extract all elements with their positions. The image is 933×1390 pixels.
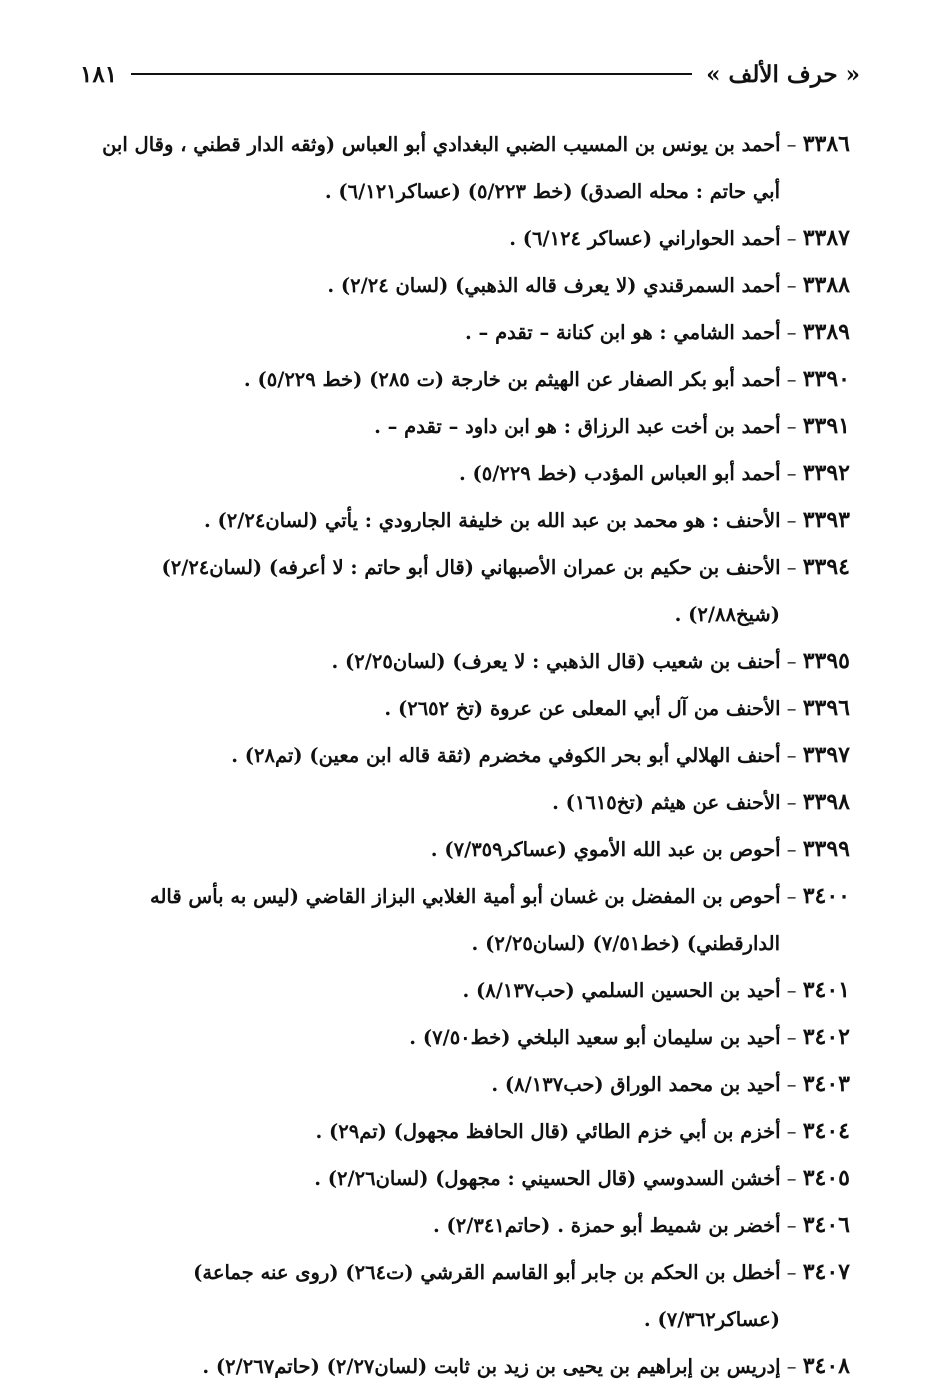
entry-dash: –: [780, 227, 803, 250]
entry-dash: –: [780, 650, 803, 673]
entry: [82, 215, 850, 262]
entry-dash: –: [780, 509, 803, 532]
entry: [82, 544, 850, 638]
entry-number: ٣٣٨٦: [802, 131, 850, 157]
entry-text: أحمد السمرقندي (لا يعرف قاله الذهبي) (لسان ٢/٢٤) .: [327, 274, 781, 297]
entry-text: أحنف بن شعيب (قال الذهبي : لا يعرف) (لسان٢/٢٥) .: [331, 650, 781, 673]
entry: [82, 497, 850, 544]
entry-dash: –: [780, 556, 803, 579]
entry: [82, 1155, 850, 1202]
entry-number: ٣٣٩٣: [802, 507, 850, 533]
entry: [82, 403, 850, 450]
entry: [82, 732, 850, 779]
chapter-title: « حرف الألف »: [706, 60, 860, 88]
entry-dash: –: [780, 697, 803, 720]
entry: [82, 121, 850, 215]
entry: [82, 1014, 850, 1061]
entry-number: ٣٣٩١: [802, 413, 850, 439]
page-number: ١٨١: [80, 60, 118, 88]
entry-text: أخطل بن الحكم بن جابر أبو القاسم القرشي (ت٢٦٤) (روى عنه جماعة) (عساكر٧/٣٦٢) .: [193, 1261, 781, 1331]
entry-text: أخضر بن شميط أبو حمزة . (حاتم٢/٣٤١) .: [432, 1214, 781, 1237]
entry-dash: –: [780, 838, 803, 861]
entry-number: ٣٣٩٥: [802, 648, 850, 674]
entry-number: ٣٣٩٢: [802, 460, 850, 486]
entry-number: ٣٣٩٨: [802, 789, 850, 815]
entry-text: أحوص بن المفضل بن غسان أبو أمية الغلابي البزاز القاضي (ليس به بأس قاله الدارقطني) (خط٧/٥١) (لسان٢/٢٥) .: [149, 885, 781, 955]
entry-number: ٣٤٠٣: [802, 1071, 850, 1097]
entry: [82, 779, 850, 826]
entry-dash: –: [780, 133, 803, 156]
entry: [82, 356, 850, 403]
entry: [82, 450, 850, 497]
entry-dash: –: [780, 1261, 803, 1284]
entry-number: ٣٣٨٧: [802, 225, 850, 251]
entry-dash: –: [780, 274, 803, 297]
entry-text: إدريس بن إبراهيم بن يحيى بن زيد بن ثابت (لسان٢/٢٧) (حاتم٢/٢٦٧) .: [202, 1355, 781, 1378]
page-header: [80, 54, 860, 94]
entry-text: أحمد بن يونس بن المسيب الضبي البغدادي أبو العباس (وثقه الدار قطني ، وقال ابن أبي حاتم : محله الصدق) (خط ٥/٢٢٣) (عساكر٦/١٢١) .: [102, 133, 781, 203]
entry-dash: –: [780, 791, 803, 814]
entry-dash: –: [780, 415, 803, 438]
entry-number: ٣٣٨٨: [802, 272, 850, 298]
entry: [82, 967, 850, 1014]
entry-number: ٣٤٠٧: [802, 1259, 850, 1285]
entry-dash: –: [780, 1355, 803, 1378]
entry: [82, 685, 850, 732]
entry-dash: –: [780, 744, 803, 767]
entry-number: ٣٤٠٦: [802, 1212, 850, 1238]
entry: [82, 1343, 850, 1390]
entry-dash: –: [780, 1120, 803, 1143]
entry-number: ٣٤٠٤: [802, 1118, 850, 1144]
entry-text: أحمد أبو العباس المؤدب (خط ٥/٢٢٩) .: [458, 462, 781, 485]
entry-dash: –: [780, 1026, 803, 1049]
entry-text: أحيد بن سليمان أبو سعيد البلخي (خط٧/٥٠) .: [409, 1026, 781, 1049]
entry: [82, 309, 850, 356]
entry-dash: –: [780, 462, 803, 485]
entry-text: أحمد الحواراني (عساكر ٦/١٢٤) .: [509, 227, 781, 250]
entry-number: ٣٤٠٨: [802, 1353, 850, 1379]
entry-text: الأحنف بن حكيم بن عمران الأصبهاني (قال أبو حاتم : لا أعرفه) (لسان٢/٢٤) (شيخ٢/٨٨) .: [161, 556, 781, 626]
entry-number: ٣٤٠٥: [802, 1165, 850, 1191]
entry-dash: –: [780, 321, 803, 344]
entry-dash: –: [780, 1214, 803, 1237]
entry-number: ٣٣٨٩: [802, 319, 850, 345]
entry-number: ٣٣٩٦: [802, 695, 850, 721]
entry-text: أخشن السدوسي (قال الحسيني : مجهول) (لسان٢/٢٦) .: [314, 1167, 781, 1190]
header-rule: [131, 73, 692, 75]
entry-text: أحيد بن الحسين السلمي (حب٨/١٣٧) .: [462, 979, 781, 1002]
entry-dash: –: [780, 368, 803, 391]
entry-text: الأحنف عن هيثم (تخ١٦١٥) .: [552, 791, 781, 814]
entry: [82, 826, 850, 873]
entry: [82, 1202, 850, 1249]
entry: [82, 1061, 850, 1108]
entry-number: ٣٣٩٤: [802, 554, 850, 580]
entry-text: أحيد بن محمد الوراق (حب٨/١٣٧) .: [491, 1073, 781, 1096]
entry-text: أحمد أبو بكر الصفار عن الهيثم بن خارجة (ت ٢٨٥) (خط ٥/٢٢٩) .: [243, 368, 781, 391]
entry-dash: –: [780, 1073, 803, 1096]
entry-number: ٣٣٩٠: [802, 366, 850, 392]
entry-dash: –: [780, 1167, 803, 1190]
entry-dash: –: [780, 885, 803, 908]
entry-number: ٣٣٩٩: [802, 836, 850, 862]
entry-text: الأحنف : هو محمد بن عبد الله بن خليفة الجارودي : يأتي (لسان٢/٢٤) .: [203, 509, 781, 532]
entry-text: أحنف الهلالي أبو بحر الكوفي مخضرم (ثقة قاله ابن معين) (تم٢٨) .: [231, 744, 781, 767]
entry-text: أحمد الشامي : هو ابن كنانة – تقدم – .: [464, 321, 781, 344]
entry: [82, 1249, 850, 1343]
entry-text: الأحنف من آل أبي المعلى عن عروة (تخ ٢٦٥٢) .: [384, 697, 781, 720]
entry-number: ٣٤٠٢: [802, 1024, 850, 1050]
entry-text: أحمد بن أخت عبد الرزاق : هو ابن داود – تقدم – .: [374, 415, 781, 438]
entry: [82, 638, 850, 685]
entry-text: أحوص بن عبد الله الأموي (عساكر٧/٣٥٩) .: [430, 838, 781, 861]
entry-text: أخزم بن أبي خزم الطائي (قال الحافظ مجهول) (تم٢٩) .: [315, 1120, 781, 1143]
entry-dash: –: [780, 979, 803, 1002]
entry: [82, 262, 850, 309]
entries-list: [82, 121, 850, 1390]
entry-number: ٣٤٠٠: [802, 883, 850, 909]
entry-number: ٣٤٠١: [802, 977, 850, 1003]
entry: [82, 873, 850, 967]
entry: [82, 1108, 850, 1155]
entry-number: ٣٣٩٧: [802, 742, 850, 768]
